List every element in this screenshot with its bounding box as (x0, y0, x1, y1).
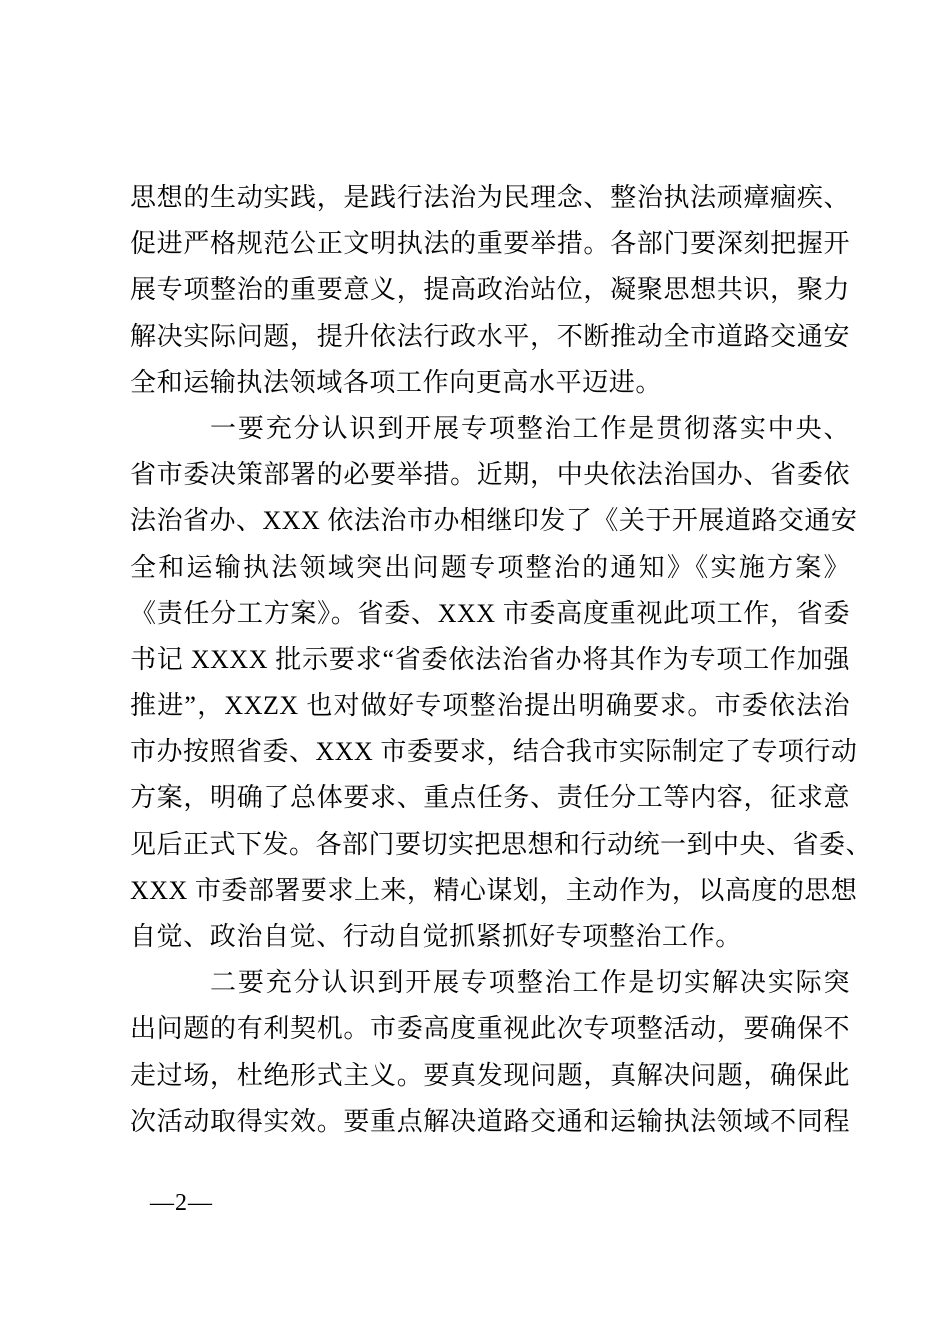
paragraph-heading-line: 二要充分认识到开展专项整治工作是切实解决实际突 (210, 968, 850, 998)
text-line: 法治省办、XXX 依法治市办相继印发了《关于开展道路交通安 (130, 506, 858, 536)
text-line: 书记 XXXX 批示要求“省委依法治省办将其作为专项工作加强 (130, 644, 850, 674)
text-line: 思想的生动实践，是践行法治为民理念、整治执法顽瘴痼疾、 (130, 183, 850, 212)
text-line: 《责任分工方案》。省委、XXX 市委高度重视此项工作，省委 (130, 598, 850, 628)
text-line: 解决实际问题，提升依法行政水平，不断推动全市道路交通安 (130, 321, 850, 351)
text-line: 全和运输执法领域突出问题专项整治的通知》《实施方案》 (130, 552, 850, 582)
text-line: 推进”，XXZX 也对做好专项整治提出明确要求。市委依法治 (130, 691, 850, 721)
page-number: —2— (150, 1190, 213, 1216)
text-line: 省市委决策部署的必要举措。近期，中央依法治国办、省委依 (130, 460, 850, 490)
paragraph-heading-line: 一要充分认识到开展专项整治工作是贯彻落实中央、 (210, 413, 850, 443)
text-line: 市办按照省委、XXX 市委要求，结合我市实际制定了专项行动 (130, 737, 858, 767)
text-line: 全和运输执法领域各项工作向更高水平迈进。 (130, 367, 663, 397)
text-line: 见后正式下发。各部门要切实把思想和行动统一到中央、省委、 (130, 829, 873, 859)
text-line: 出问题的有利契机。市委高度重视此次专项整活动，要确保不 (130, 1014, 850, 1044)
text-line: 走过场，杜绝形式主义。要真发现问题，真解决问题，确保此 (130, 1060, 850, 1090)
text-line: 促进严格规范公正文明执法的重要举措。各部门要深刻把握开 (130, 229, 850, 259)
text-line: 次活动取得实效。要重点解决道路交通和运输执法领域不同程 (130, 1106, 850, 1136)
text-line: 方案，明确了总体要求、重点任务、责任分工等内容，征求意 (130, 783, 850, 813)
body-text (130, 175, 873, 1145)
text-line: XXX 市委部署要求上来，精心谋划，主动作为，以高度的思想 (130, 875, 858, 905)
text-line: 展专项整治的重要意义，提高政治站位，凝聚思想共识，聚力 (130, 275, 850, 305)
text-line: 自觉、政治自觉、行动自觉抓紧抓好专项整治工作。 (130, 922, 742, 951)
